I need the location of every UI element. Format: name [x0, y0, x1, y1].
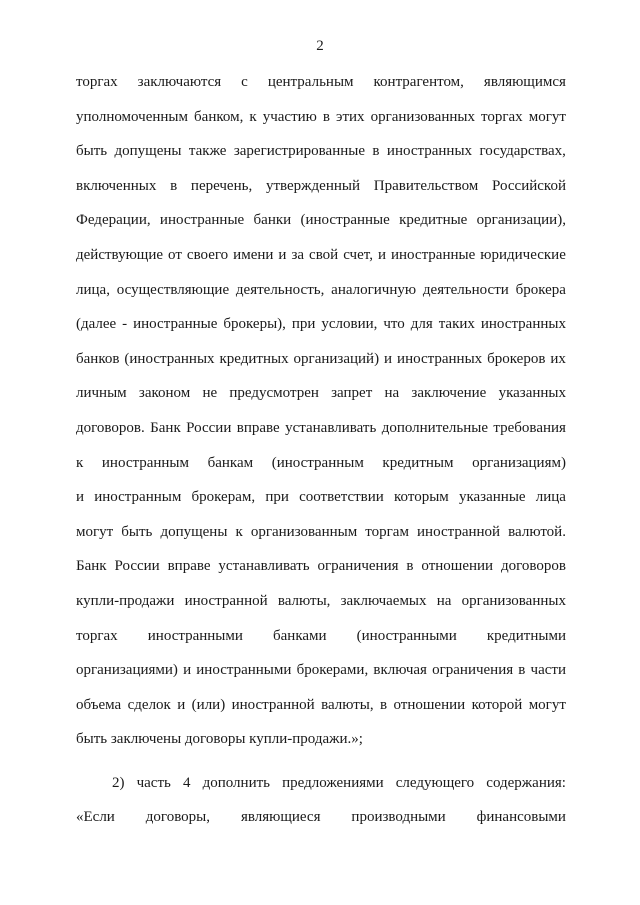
paragraph-item-2	[76, 771, 566, 840]
word: следующего	[395, 774, 475, 791]
word: указанные	[458, 489, 526, 506]
word: 2)	[112, 774, 125, 791]
word: предусмотрен	[229, 385, 319, 402]
word: организованных	[461, 592, 566, 609]
word: к	[76, 454, 84, 471]
word: иностранные	[390, 246, 476, 263]
word: иностранных	[386, 143, 473, 160]
word: (иностранным	[271, 454, 364, 471]
text-line	[76, 771, 566, 806]
word: иностранной	[184, 592, 268, 609]
word: за	[291, 246, 305, 263]
word: брокеров	[487, 350, 546, 367]
word: договоры,	[145, 809, 210, 826]
word: дополнительные	[381, 419, 488, 436]
word: и	[384, 350, 393, 367]
word: перечень,	[190, 177, 253, 194]
text-line	[76, 312, 566, 347]
word: брокера	[515, 281, 566, 298]
word: 4	[182, 774, 191, 791]
word: кредитными	[486, 627, 566, 644]
word: часть	[136, 774, 171, 791]
word: валюты,	[277, 592, 331, 609]
word: (или)	[191, 696, 226, 713]
text-line	[76, 70, 566, 105]
text-line	[76, 347, 566, 382]
word: иностранных	[397, 350, 483, 367]
word: кредитным	[382, 454, 454, 471]
text-line	[76, 554, 566, 589]
word: Российской	[492, 177, 566, 194]
word: производными	[351, 809, 446, 826]
word: иностранными	[147, 627, 243, 644]
word: иностранными	[196, 662, 292, 679]
word: валюты,	[321, 696, 374, 713]
word: (иностранными	[356, 627, 457, 644]
word: организациям)	[472, 454, 566, 471]
word: личным	[76, 385, 127, 402]
text-line	[76, 589, 566, 624]
word: (иностранных	[124, 350, 215, 367]
word: свой	[309, 246, 339, 263]
word: в	[170, 177, 178, 194]
text-line	[76, 451, 566, 486]
word: также	[188, 143, 227, 160]
word: этих	[336, 108, 365, 125]
word: брокерами,	[296, 662, 369, 679]
word: допущены	[160, 523, 228, 540]
word: могут	[528, 696, 566, 713]
word: лица	[535, 489, 566, 506]
word: иностранных	[480, 316, 566, 333]
word: иностранные	[159, 212, 245, 229]
word: объема	[76, 696, 122, 713]
word: торгах	[481, 108, 523, 125]
word: контрагентом,	[373, 74, 464, 90]
word: заключение	[411, 385, 487, 402]
word: устанавливать	[285, 419, 377, 436]
word: торгам	[365, 523, 409, 540]
word: включенных	[76, 177, 157, 194]
text-line	[76, 624, 566, 659]
word: которой	[471, 696, 523, 713]
word: России	[186, 419, 232, 436]
word: и	[183, 662, 192, 679]
word: требования	[493, 419, 566, 436]
text-line	[76, 105, 566, 140]
word: вправе	[167, 558, 211, 575]
word: торгах	[76, 627, 118, 644]
word: и	[76, 489, 85, 506]
word: «Если	[76, 809, 115, 826]
word: утвержденный	[265, 177, 360, 194]
word: организованных	[370, 108, 475, 125]
word: заключаются	[137, 74, 222, 90]
word: могут	[528, 108, 566, 125]
word: Банк	[76, 558, 107, 575]
word: организации),	[476, 212, 566, 229]
word: Федерации,	[76, 212, 151, 229]
text-line	[76, 381, 566, 416]
word: организаций)	[293, 350, 380, 367]
text-line	[76, 693, 566, 728]
word: от	[168, 246, 182, 263]
word: сделок	[127, 696, 171, 713]
word: ограничения	[317, 558, 399, 575]
word: быть	[76, 731, 111, 748]
document-body	[76, 70, 566, 840]
text-line	[76, 139, 566, 174]
word: валютой.	[508, 523, 566, 540]
text-line	[76, 243, 566, 278]
word: купли-продажи.»;	[249, 731, 363, 748]
word: (далее	[76, 316, 117, 333]
word: организациями)	[76, 662, 178, 679]
word: центральным	[267, 74, 354, 90]
word: и	[377, 246, 386, 263]
text-line	[76, 174, 566, 209]
word: в	[322, 108, 330, 125]
word: указанных	[498, 385, 566, 402]
word: законом	[138, 385, 191, 402]
word: зарегистрированные	[233, 143, 366, 160]
word: не	[202, 385, 218, 402]
word: к	[235, 523, 243, 540]
word: брокерам,	[191, 489, 256, 506]
word: (иностранные	[300, 212, 390, 229]
word: банкам	[207, 454, 254, 471]
word: условии,	[321, 316, 378, 333]
text-line	[76, 208, 566, 243]
word: отношении	[393, 696, 466, 713]
word: вправе	[236, 419, 280, 436]
word: таких	[438, 316, 475, 333]
word: заключены	[110, 731, 185, 748]
word: участию	[262, 108, 317, 125]
word: кредитные	[399, 212, 468, 229]
word: дополнить	[202, 774, 270, 791]
word: банки	[253, 212, 292, 229]
paragraph-continuation	[76, 70, 566, 762]
word: при	[265, 489, 289, 506]
word: осуществляющие	[116, 281, 230, 298]
word: банков	[76, 350, 120, 367]
word: организованным	[250, 523, 358, 540]
text-line	[76, 485, 566, 520]
text-line	[76, 727, 566, 762]
text-line	[76, 520, 566, 555]
word: брокеры),	[223, 316, 286, 333]
word: уполномоченным	[76, 108, 188, 125]
word: -	[122, 316, 128, 333]
text-line	[76, 805, 566, 840]
word: к	[249, 108, 257, 125]
word: своего	[186, 246, 229, 263]
word: иностранным	[101, 454, 189, 471]
word: запрет	[331, 385, 373, 402]
word: юридические	[480, 246, 566, 263]
word: в	[518, 662, 526, 679]
word: могут	[76, 523, 114, 540]
word: России	[114, 558, 160, 575]
word: на	[384, 385, 400, 402]
word: финансовыми	[476, 809, 566, 826]
word: включая	[373, 662, 427, 679]
word: деятельность,	[235, 281, 325, 298]
word: договоров	[500, 558, 566, 575]
word: их	[550, 350, 566, 367]
word: Банк	[150, 419, 181, 436]
word: в	[406, 558, 414, 575]
word: при	[291, 316, 316, 333]
word: государствах,	[479, 143, 566, 160]
word: действующие	[76, 246, 164, 263]
word: договоры	[184, 731, 250, 748]
word: иностранной	[231, 696, 315, 713]
word: банком,	[194, 108, 244, 125]
text-line	[76, 416, 566, 451]
word: иностранные	[133, 316, 218, 333]
word: являющимся	[483, 74, 566, 90]
word: кредитных	[219, 350, 289, 367]
word: в	[380, 696, 388, 713]
word: имени	[233, 246, 274, 263]
word: на	[436, 592, 452, 609]
word: для	[410, 316, 433, 333]
word: лица,	[76, 281, 110, 298]
word: которым	[394, 489, 449, 506]
word: с	[241, 74, 248, 90]
word: заключаемых	[340, 592, 427, 609]
word: банками	[273, 627, 327, 644]
text-line	[76, 658, 566, 693]
word: отношении	[421, 558, 494, 575]
word: иностранной	[417, 523, 501, 540]
text-line	[76, 278, 566, 313]
word: торгах	[76, 74, 118, 90]
word: устанавливать	[218, 558, 310, 575]
word: содержания:	[486, 774, 566, 791]
page-number: 2	[316, 38, 324, 54]
word: купли-продажи	[76, 592, 175, 609]
word: и	[177, 696, 186, 713]
word: деятельности	[422, 281, 509, 298]
word: предложениями	[282, 774, 384, 791]
word: допущены	[114, 143, 182, 160]
word: аналогичную	[331, 281, 417, 298]
word: Правительством	[373, 177, 479, 194]
word: быть	[121, 523, 153, 540]
word: и	[278, 246, 287, 263]
word: договоров.	[76, 419, 145, 436]
word: иностранным	[94, 489, 182, 506]
word: в	[372, 143, 380, 160]
word: ограничения	[432, 662, 514, 679]
word: являющиеся	[240, 809, 321, 826]
word: что	[383, 316, 405, 333]
word: части	[530, 662, 566, 679]
word: соответствии	[299, 489, 384, 506]
word: быть	[76, 143, 108, 160]
word: счет,	[343, 246, 373, 263]
